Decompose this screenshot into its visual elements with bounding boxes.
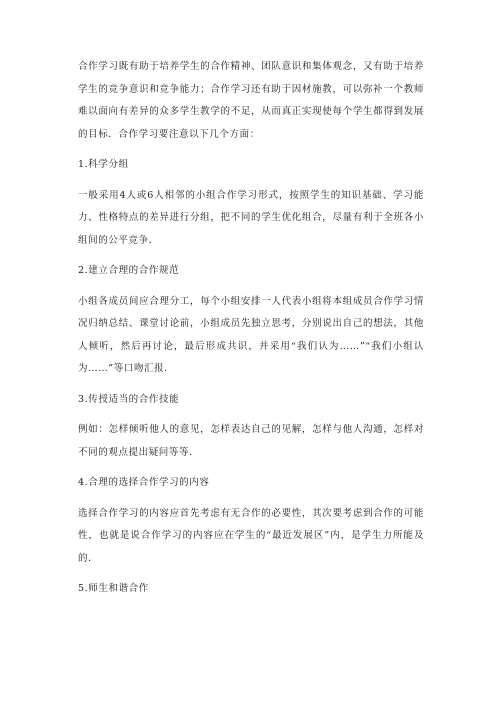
section-heading-1: 1.科学分组 bbox=[78, 159, 129, 170]
section-body-4: 选择合作学习的内容应首先考虑有无合作的必要性，其次要考虑到合作的可能性，也就是说合作学习的内容应在学生的“最近发展区”内，是学生力所能及的． bbox=[78, 507, 424, 564]
section-heading-3: 3.传授适当的合作技能 bbox=[78, 393, 180, 405]
document-page bbox=[78, 56, 424, 601]
intro-paragraph: 合作学习既有助于培养学生的合作精神、团队意识和集体观念，又有助于培养学生的竞争意识和竞争能力；合作学习还有助于因材施教，可以弥补一个教师难以面向有差异的众多学生教学的不足，从而真正实现使每个学生都得到发展的目标．合作学习要注意以下几个方面： bbox=[78, 61, 424, 140]
section-body-2: 小组各成员间应合理分工，每个小组安排一人代表小组将本组成员合作学习情况归纳总结、课堂讨论前，小组成员先独立思考，分别说出自己的想法，其他人倾听，然后再讨论，最后形成共识，并采用“我们认为……”“我们小组认为……”等口吻汇报． bbox=[78, 295, 424, 374]
section-body-1: 一般采用4人或6人相邻的小组合作学习形式，按照学生的知识基础、学习能力、性格特点的差异进行分组，把不同的学生优化组合，尽量有利于全班各小组间的公平竞争． bbox=[78, 189, 424, 246]
section-body-3: 例如：怎样倾听他人的意见，怎样表达自己的见解，怎样与他人沟通，怎样对不同的观点提出疑问等等． bbox=[78, 424, 424, 458]
section-heading-5: 5.师生和谐合作 bbox=[78, 583, 149, 594]
section-heading-4: 4.合理的选择合作学习的内容 bbox=[78, 477, 210, 488]
section-heading-2: 2.建立合理的合作规范 bbox=[78, 265, 180, 276]
